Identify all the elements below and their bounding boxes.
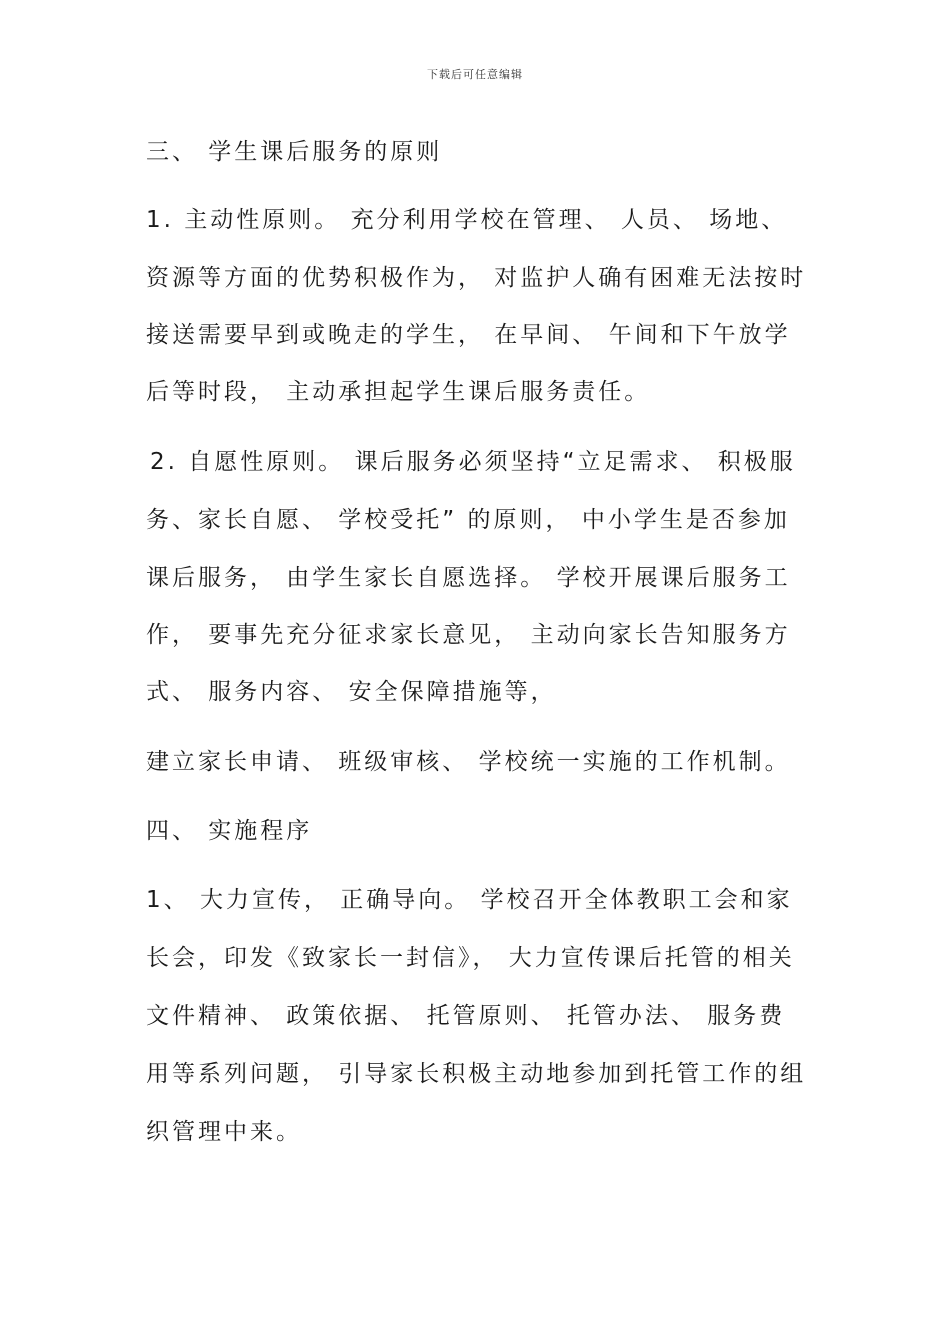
- procedure-1-line-3: 文件精神、 政策依据、 托管原则、 托管办法、 服务费: [146, 1003, 786, 1029]
- principle-1-line-2: 资源等方面的优势积极作为， 对监护人确有困难无法按时: [146, 265, 807, 291]
- procedure-1-line-1: 1、 大力宣传， 正确导向。 学校召开全体教职工会和家: [146, 887, 793, 913]
- principle-2-line-3: 课后服务， 由学生家长自愿选择。 学校开展课后服务工: [146, 565, 791, 591]
- principle-2-line-4: 作， 要事先充分征求家长意见， 主动向家长告知服务方: [146, 622, 791, 648]
- principle-2-line-1: 2. 自愿性原则。 课后服务必须坚持“立足需求、 积极服: [150, 449, 796, 475]
- section-3-heading: 三、 学生课后服务的原则: [146, 139, 443, 165]
- procedure-1-line-5: 织管理中来。: [146, 1119, 302, 1145]
- procedure-1-line-4: 用等系列问题， 引导家长积极主动地参加到托管工作的组: [146, 1061, 807, 1087]
- principle-1-line-4: 后等时段， 主动承担起学生课后服务责任。: [146, 379, 651, 405]
- principle-2-line-2: 务、家长自愿、 学校受托” 的原则， 中小学生是否参加: [146, 507, 790, 533]
- principle-1-line-3: 接送需要早到或晚走的学生， 在早间、 午间和下午放学: [146, 322, 791, 348]
- mechanism-paragraph: 建立家长申请、 班级审核、 学校统一实施的工作机制。: [146, 749, 791, 775]
- principle-1-line-1: 1. 主动性原则。 充分利用学校在管理、 人员、 场地、: [146, 207, 788, 233]
- procedure-1-line-2: 长会，印发《致家长一封信》， 大力宣传课后托管的相关: [146, 945, 795, 971]
- section-4-heading: 四、 实施程序: [146, 818, 313, 844]
- page-header-note: 下载后可任意编辑: [427, 68, 523, 81]
- principle-2-line-5: 式、 服务内容、 安全保障措施等，: [146, 679, 557, 705]
